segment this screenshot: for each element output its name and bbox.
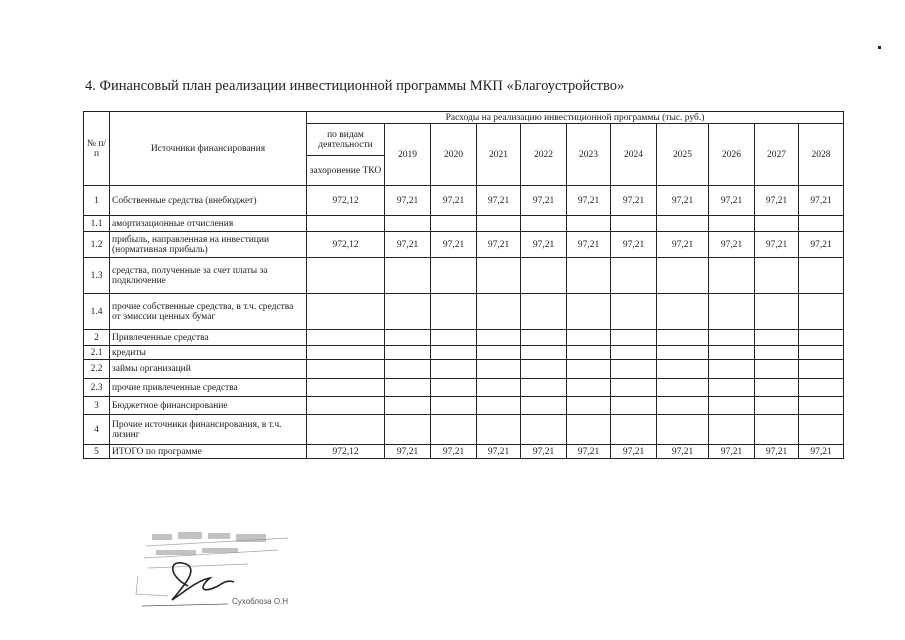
year-value (431, 415, 477, 445)
year-value (755, 258, 799, 294)
year-value: 97,21 (385, 186, 431, 216)
year-value: 97,21 (611, 186, 657, 216)
year-value (477, 294, 521, 330)
year-value (799, 415, 844, 445)
year-value (611, 360, 657, 379)
year-value (521, 330, 567, 346)
year-value: 97,21 (755, 232, 799, 258)
row-number: 2.1 (84, 346, 110, 360)
year-value (567, 330, 611, 346)
year-header: 2023 (567, 124, 611, 186)
year-value: 97,21 (567, 445, 611, 459)
row-number: 5 (84, 445, 110, 459)
year-value (477, 415, 521, 445)
table-row (84, 258, 844, 294)
year-value (755, 346, 799, 360)
year-value: 97,21 (431, 232, 477, 258)
year-value (567, 415, 611, 445)
year-value (611, 379, 657, 397)
year-value: 97,21 (709, 186, 755, 216)
year-value: 97,21 (477, 445, 521, 459)
year-value (385, 258, 431, 294)
year-value (477, 360, 521, 379)
activity-total: 972,12 (307, 445, 385, 459)
row-number: 2 (84, 330, 110, 346)
year-value: 97,21 (755, 445, 799, 459)
activity-total (307, 346, 385, 360)
year-value (799, 397, 844, 415)
year-value (385, 346, 431, 360)
year-value (567, 360, 611, 379)
year-value (709, 397, 755, 415)
year-value: 97,21 (431, 445, 477, 459)
table-row (84, 232, 844, 258)
year-header: 2026 (709, 124, 755, 186)
year-value (709, 330, 755, 346)
year-value: 97,21 (657, 186, 709, 216)
table-row (84, 216, 844, 232)
row-number: 4 (84, 415, 110, 445)
source-name: прочие привлеченные средства (110, 379, 307, 397)
activity-total (307, 294, 385, 330)
year-value (709, 216, 755, 232)
year-value: 97,21 (431, 186, 477, 216)
year-value (657, 330, 709, 346)
financial-plan-table (83, 111, 844, 459)
table-row (84, 346, 844, 360)
table-row (84, 186, 844, 216)
year-value: 97,21 (755, 186, 799, 216)
year-value (709, 346, 755, 360)
year-value (431, 330, 477, 346)
activity-total (307, 379, 385, 397)
year-value (755, 294, 799, 330)
year-value: 97,21 (477, 232, 521, 258)
year-value (799, 294, 844, 330)
table-row (84, 330, 844, 346)
year-value (521, 216, 567, 232)
year-value (799, 258, 844, 294)
year-value (521, 397, 567, 415)
year-value: 97,21 (799, 445, 844, 459)
year-value (755, 415, 799, 445)
year-value (431, 379, 477, 397)
year-value (611, 330, 657, 346)
row-number: 2.3 (84, 379, 110, 397)
year-header: 2019 (385, 124, 431, 186)
year-value (657, 397, 709, 415)
source-name: Привлеченные средства (110, 330, 307, 346)
year-value (657, 216, 709, 232)
year-value (385, 216, 431, 232)
source-name: ИТОГО по программе (110, 445, 307, 459)
year-value (477, 216, 521, 232)
table-row (84, 445, 844, 459)
source-name: амортизационные отчисления (110, 216, 307, 232)
year-value (385, 379, 431, 397)
year-value (799, 330, 844, 346)
year-value: 97,21 (567, 186, 611, 216)
year-value (477, 330, 521, 346)
year-value (611, 258, 657, 294)
year-value (521, 294, 567, 330)
year-value (799, 216, 844, 232)
activity-total: 972,12 (307, 186, 385, 216)
year-value (521, 346, 567, 360)
year-value (611, 415, 657, 445)
section-heading: 4. Финансовый план реализации инвестиционной программы МКП «Благоустройство» (85, 78, 625, 94)
table-row (84, 379, 844, 397)
year-header: 2027 (755, 124, 799, 186)
year-value (799, 346, 844, 360)
col-number-header: № п/п (84, 112, 110, 186)
year-value (385, 397, 431, 415)
expenses-header: Расходы на реализацию инвестиционной программы (тыс. руб.) (307, 112, 844, 124)
year-value (657, 258, 709, 294)
year-header: 2028 (799, 124, 844, 186)
year-value (477, 258, 521, 294)
year-value (657, 379, 709, 397)
year-value: 97,21 (657, 445, 709, 459)
year-value (799, 360, 844, 379)
year-value (657, 415, 709, 445)
official-stamp-and-signature (128, 528, 308, 620)
activity-header: по видам деятельности (307, 124, 385, 156)
year-value (567, 346, 611, 360)
signature-scribble (172, 563, 234, 600)
scan-speck (878, 46, 881, 49)
source-name: прибыль, направленная на инвестиции (нормативная прибыль) (110, 232, 307, 258)
year-value: 97,21 (521, 186, 567, 216)
activity-total (307, 258, 385, 294)
table-row (84, 294, 844, 330)
activity-total (307, 360, 385, 379)
year-value: 97,21 (477, 186, 521, 216)
year-value: 97,21 (385, 232, 431, 258)
year-value (477, 379, 521, 397)
year-value (431, 346, 477, 360)
year-value (567, 379, 611, 397)
source-name: Собственные средства (внебюджет) (110, 186, 307, 216)
source-name: прочие собственные средства, в т.ч. средства от эмиссии ценных бумаг (110, 294, 307, 330)
year-value (521, 379, 567, 397)
year-value: 97,21 (657, 232, 709, 258)
year-value (567, 258, 611, 294)
year-value (755, 216, 799, 232)
year-value (611, 397, 657, 415)
year-value (567, 294, 611, 330)
year-value: 97,21 (521, 232, 567, 258)
year-value (521, 415, 567, 445)
activity-total (307, 397, 385, 415)
year-value (755, 397, 799, 415)
year-value (567, 216, 611, 232)
year-value (431, 216, 477, 232)
activity-total (307, 415, 385, 445)
year-value: 97,21 (799, 232, 844, 258)
year-value: 97,21 (799, 186, 844, 216)
year-value (709, 415, 755, 445)
year-value: 97,21 (567, 232, 611, 258)
source-name: средства, полученные за счет платы за подключение (110, 258, 307, 294)
table-row (84, 360, 844, 379)
year-value: 97,21 (611, 232, 657, 258)
source-name: займы организаций (110, 360, 307, 379)
row-number: 2.2 (84, 360, 110, 379)
year-value (657, 346, 709, 360)
table-row (84, 397, 844, 415)
year-value (611, 346, 657, 360)
year-value: 97,21 (709, 232, 755, 258)
year-value (709, 294, 755, 330)
table-row (84, 415, 844, 445)
year-value: 97,21 (521, 445, 567, 459)
year-value (611, 216, 657, 232)
year-value (385, 294, 431, 330)
year-value: 97,21 (611, 445, 657, 459)
year-value (431, 360, 477, 379)
year-value (385, 360, 431, 379)
year-value (521, 258, 567, 294)
row-number: 1.2 (84, 232, 110, 258)
year-value (755, 330, 799, 346)
year-header: 2025 (657, 124, 709, 186)
year-value (657, 360, 709, 379)
year-value (755, 379, 799, 397)
year-value (477, 397, 521, 415)
year-value (657, 294, 709, 330)
col-source-header: Источники финансирования (110, 112, 307, 186)
year-header: 2024 (611, 124, 657, 186)
row-number: 1.3 (84, 258, 110, 294)
year-header: 2021 (477, 124, 521, 186)
year-value (521, 360, 567, 379)
year-value (709, 379, 755, 397)
year-value (385, 415, 431, 445)
year-value (709, 360, 755, 379)
year-value (477, 346, 521, 360)
year-value (611, 294, 657, 330)
row-number: 1.1 (84, 216, 110, 232)
activity-subheader: захоронение ТКО (307, 156, 385, 186)
year-value (385, 330, 431, 346)
year-value (567, 397, 611, 415)
row-number: 1.4 (84, 294, 110, 330)
year-value (431, 294, 477, 330)
year-header: 2022 (521, 124, 567, 186)
year-value (755, 360, 799, 379)
source-name: кредиты (110, 346, 307, 360)
year-value (799, 379, 844, 397)
year-value: 97,21 (385, 445, 431, 459)
year-value (431, 258, 477, 294)
activity-total (307, 330, 385, 346)
year-value (709, 258, 755, 294)
row-number: 1 (84, 186, 110, 216)
activity-total: 972,12 (307, 232, 385, 258)
year-value: 97,21 (709, 445, 755, 459)
source-name: Прочие источники финансирования, в т.ч. лизинг (110, 415, 307, 445)
signature-name: Сухоблоза О.Н (232, 597, 289, 606)
year-header: 2020 (431, 124, 477, 186)
year-value (431, 397, 477, 415)
row-number: 3 (84, 397, 110, 415)
activity-total (307, 216, 385, 232)
source-name: Бюджетное финансирование (110, 397, 307, 415)
